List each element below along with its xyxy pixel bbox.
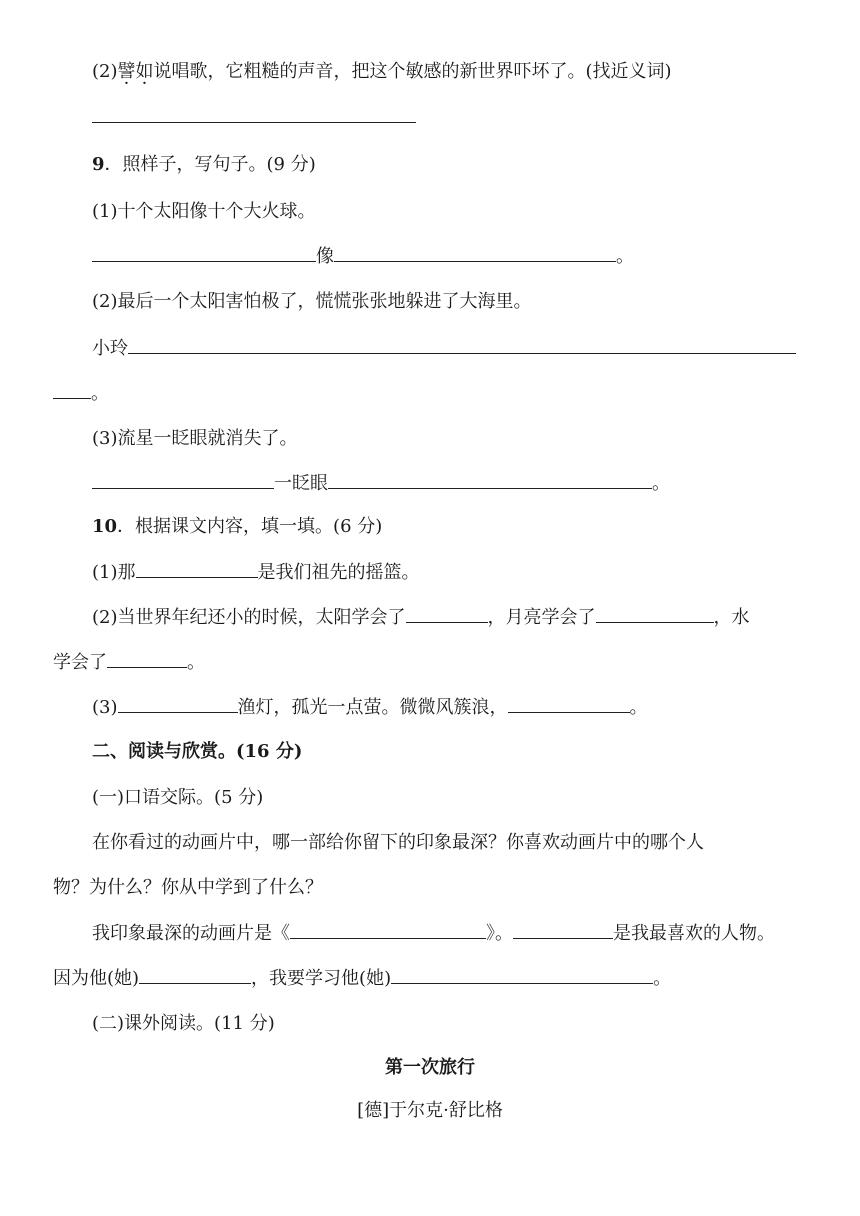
q8-item2	[92, 60, 672, 84]
text: 是我最喜欢的人物。	[613, 923, 775, 944]
sentence-text: 说唱歌，它粗糙的声音，把这个敏感的新世界吓坏了。	[153, 61, 586, 82]
question-number: 10	[92, 516, 118, 537]
q10-item2[interactable]	[92, 606, 750, 630]
text: (1)那	[92, 562, 136, 583]
fill-line-1[interactable]	[92, 922, 775, 946]
q10-item3[interactable]	[92, 696, 648, 720]
subsection-heading: (二)课外阅读。(11 分)	[92, 1013, 275, 1034]
question-9-heading	[92, 153, 316, 177]
emphasis-char: 譬	[117, 61, 136, 82]
q9-item1-answer[interactable]	[92, 245, 634, 269]
text: 。	[616, 246, 634, 267]
question-title: ．照样子，写句子。(9 分)	[104, 154, 316, 175]
text: 是我们祖先的摇篮。	[257, 562, 420, 583]
text: 》。	[486, 923, 513, 944]
text: 。	[629, 697, 648, 718]
item-number: (2)	[92, 61, 118, 82]
question-title: ．根据课文内容，填一填。(6 分)	[117, 516, 383, 537]
q9-item2-answer[interactable]	[92, 337, 796, 361]
text: 渔灯，孤光一点萤。微微风簇浪，	[237, 697, 508, 718]
q9-item1: (1)十个太阳像十个大火球。	[92, 201, 316, 222]
q10-item2-cont[interactable]	[53, 651, 205, 675]
q9-item2-answer-cont[interactable]	[53, 382, 109, 406]
question-10-heading	[92, 515, 382, 539]
emphasis-char: 如	[135, 61, 154, 82]
text: 。	[91, 383, 109, 404]
text: ，水	[713, 607, 750, 628]
story-author: [德]于尔克·舒比格	[357, 1100, 503, 1121]
text: 一眨眼	[274, 473, 328, 494]
q9-item3: (3)流星一眨眼就消失了。	[92, 428, 298, 449]
q9-item3-answer[interactable]	[92, 472, 670, 496]
fill-line-2[interactable]	[53, 967, 671, 991]
text: ，月亮学会了	[487, 607, 596, 628]
answer-line[interactable]	[92, 106, 416, 130]
text: 。	[652, 473, 670, 494]
text: 小玲	[92, 338, 128, 359]
text: ，我要学习他(她)	[251, 968, 392, 989]
text: 像	[316, 246, 334, 267]
text: 。	[653, 968, 672, 989]
text: 。	[187, 652, 205, 673]
q9-item2: (2)最后一个太阳害怕极了，慌慌张张地躲进了大海里。	[92, 291, 532, 312]
text: (2)当世界年纪还小的时候，太阳学会了	[92, 607, 406, 628]
text: 学会了	[53, 652, 107, 673]
question-number: 9	[92, 154, 105, 175]
section-heading: 二、阅读与欣赏。(16 分)	[92, 741, 303, 762]
text: (3)	[92, 697, 118, 718]
hint-text: (找近义词)	[585, 61, 672, 82]
q10-item1[interactable]	[92, 561, 420, 585]
prompt-line-1: 在你看过的动画片中，哪一部给你留下的印象最深？你喜欢动画片中的哪个人	[92, 832, 704, 853]
subsection-heading: (一)口语交际。(5 分)	[92, 787, 264, 808]
text: 因为他(她)	[53, 968, 140, 989]
prompt-line-2: 物？为什么？你从中学到了什么？	[53, 877, 323, 898]
story-title: 第一次旅行	[385, 1057, 475, 1078]
text: 我印象最深的动画片是《	[92, 923, 290, 944]
